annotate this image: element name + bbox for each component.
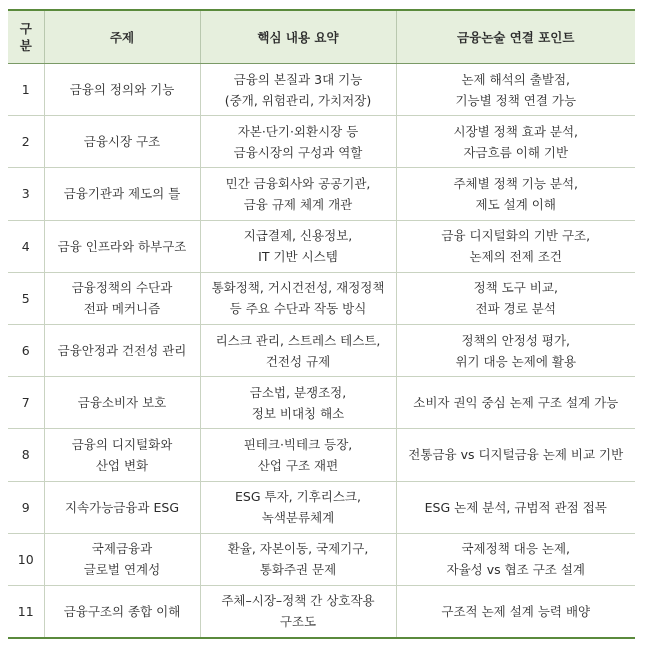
row-summary: 주체–시장–정책 간 상호작용 구조도 [200, 585, 396, 638]
table-row [8, 272, 635, 324]
table-row [8, 64, 635, 116]
row-number: 4 [8, 220, 44, 272]
table-row [8, 220, 635, 272]
row-point: 정책의 안정성 평가, 위기 대응 논제에 활용 [396, 324, 635, 376]
row-summary: 지급결제, 신용정보, IT 기반 시스템 [200, 220, 396, 272]
row-point: 주체별 정책 기능 분석, 제도 설계 이해 [396, 168, 635, 220]
row-topic: 국제금융과 글로벌 연계성 [44, 533, 200, 585]
row-summary: 핀테크·빅테크 등장, 산업 구조 재편 [200, 429, 396, 481]
row-point: 정책 도구 비교, 전파 경로 분석 [396, 272, 635, 324]
row-summary: 금융의 본질과 3대 기능 (중개, 위험관리, 가치저장) [200, 64, 396, 116]
row-point: 소비자 권익 중심 논제 구조 설계 가능 [396, 377, 635, 429]
row-number: 7 [8, 377, 44, 429]
row-number: 6 [8, 324, 44, 376]
row-summary: 자본·단기·외환시장 등 금융시장의 구성과 역할 [200, 116, 396, 168]
row-number: 10 [8, 533, 44, 585]
table-row [8, 533, 635, 585]
row-topic: 금융정책의 수단과 전파 메커니즘 [44, 272, 200, 324]
row-summary: 금소법, 분쟁조정, 정보 비대칭 해소 [200, 377, 396, 429]
table-row [8, 585, 635, 638]
header-summary: 핵심 내용 요약 [200, 10, 396, 64]
row-number: 8 [8, 429, 44, 481]
row-topic: 금융시장 구조 [44, 116, 200, 168]
table-row [8, 481, 635, 533]
row-topic: 금융안정과 건전성 관리 [44, 324, 200, 376]
row-point: 금융 디지털화의 기반 구조, 논제의 전제 조건 [396, 220, 635, 272]
row-point: 시장별 정책 효과 분석, 자금흐름 이해 기반 [396, 116, 635, 168]
row-summary: 환율, 자본이동, 국제기구, 통화주권 문제 [200, 533, 396, 585]
row-number: 1 [8, 64, 44, 116]
row-summary: 통화정책, 거시건전성, 재정정책 등 주요 수단과 작동 방식 [200, 272, 396, 324]
row-summary: 리스크 관리, 스트레스 테스트, 건전성 규제 [200, 324, 396, 376]
row-point: 국제정책 대응 논제, 자율성 vs 협조 구조 설계 [396, 533, 635, 585]
row-summary: ESG 투자, 기후리스크, 녹색분류체계 [200, 481, 396, 533]
row-point: ESG 논제 분석, 규범적 관점 접목 [396, 481, 635, 533]
row-topic: 금융소비자 보호 [44, 377, 200, 429]
header-row [8, 10, 635, 64]
row-number: 3 [8, 168, 44, 220]
row-topic: 금융구조의 종합 이해 [44, 585, 200, 638]
header-point: 금융논술 연결 포인트 [396, 10, 635, 64]
table-row [8, 429, 635, 481]
table-row [8, 324, 635, 376]
row-point: 구조적 논제 설계 능력 배양 [396, 585, 635, 638]
row-point: 전통금융 vs 디지털금융 논제 비교 기반 [396, 429, 635, 481]
header-number: 구 분 [8, 10, 44, 64]
row-number: 5 [8, 272, 44, 324]
row-topic: 지속가능금융과 ESG [44, 481, 200, 533]
summary-table [8, 9, 635, 639]
row-topic: 금융기관과 제도의 틀 [44, 168, 200, 220]
table-row [8, 168, 635, 220]
table-row [8, 116, 635, 168]
row-number: 9 [8, 481, 44, 533]
row-number: 2 [8, 116, 44, 168]
row-point: 논제 해석의 출발점, 기능별 정책 연결 가능 [396, 64, 635, 116]
row-summary: 민간 금융회사와 공공기관, 금융 규제 체계 개관 [200, 168, 396, 220]
row-number: 11 [8, 585, 44, 638]
row-topic: 금융 인프라와 하부구조 [44, 220, 200, 272]
table-row [8, 377, 635, 429]
header-topic: 주제 [44, 10, 200, 64]
row-topic: 금융의 디지털화와 산업 변화 [44, 429, 200, 481]
row-topic: 금융의 정의와 기능 [44, 64, 200, 116]
